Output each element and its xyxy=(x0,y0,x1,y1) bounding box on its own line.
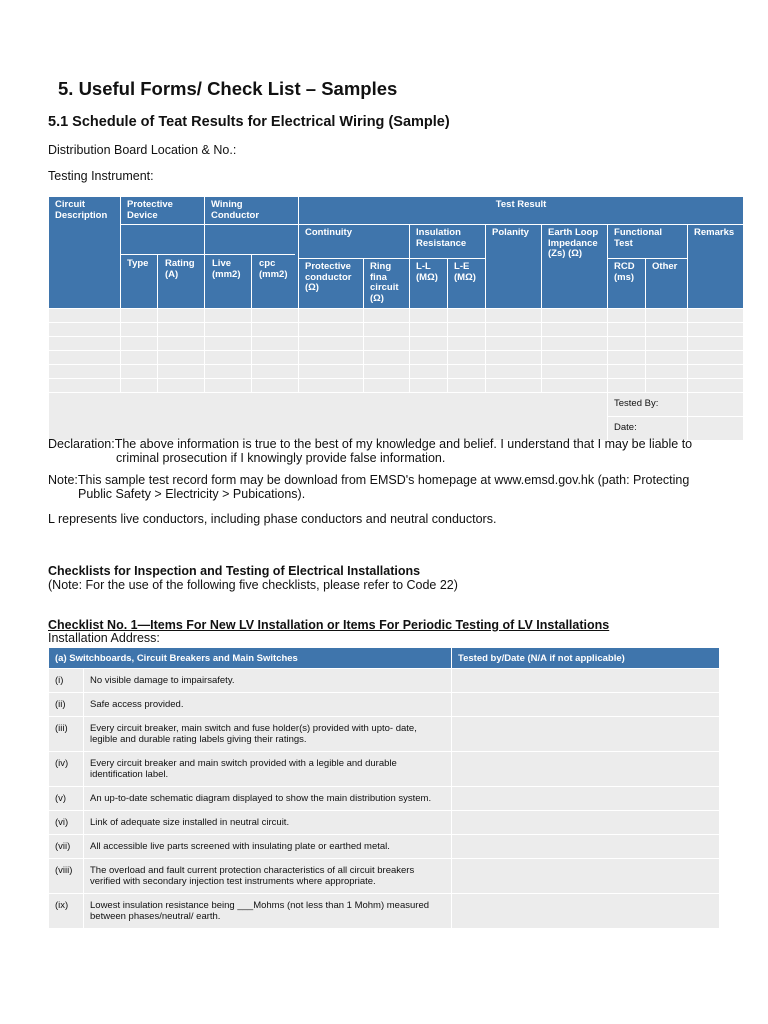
checklists-note: (Note: For the use of the following five checklists, please refer to Code 22) xyxy=(48,578,458,592)
checklist-item-number: (i) xyxy=(49,669,84,693)
col-remarks: Remarks xyxy=(688,225,744,313)
checklist-row xyxy=(49,693,720,717)
checklist-tested-by-cell[interactable] xyxy=(452,859,720,894)
checklist-row xyxy=(49,752,720,787)
checklist-item-number: (vii) xyxy=(49,835,84,859)
db-location-label: Distribution Board Location & No.: xyxy=(48,143,237,157)
col-test-result: Test Result xyxy=(299,197,744,225)
checklist-item-number: (iv) xyxy=(49,752,84,787)
checklist-tested-by-cell[interactable] xyxy=(452,894,720,929)
checklist-item-number: (v) xyxy=(49,787,84,811)
declaration: Declaration:The above information is true to the best of my knowledge and belief. I understand that I may be liable to criminal prosecution if I knowingly provide false information. xyxy=(48,437,693,465)
col-earth-loop: Earth Loop Impedance (Zs) (Ω) xyxy=(542,225,608,313)
installation-address-label: Installation Address: xyxy=(48,631,160,645)
col-protective-device: Protective Device xyxy=(121,197,205,225)
checklist-row xyxy=(49,835,720,859)
checklist-item-number: (viii) xyxy=(49,859,84,894)
col-cpc: cpc (mm2) xyxy=(259,258,288,280)
checklist-tested-by-cell[interactable] xyxy=(452,835,720,859)
checklist-row xyxy=(49,669,720,693)
checklist-row xyxy=(49,811,720,835)
col-other: Other xyxy=(646,259,688,313)
testing-instrument-label: Testing Instrument: xyxy=(48,169,154,183)
checklist-item-text: Safe access provided. xyxy=(84,693,452,717)
test-results-blank-rows xyxy=(48,308,744,441)
tested-by-label: Tested By: xyxy=(608,393,688,417)
col-rating: Rating (A) xyxy=(165,258,195,280)
checklist-header-right: Tested by/Date (N/A if not applicable) xyxy=(452,648,720,669)
col-protective-conductor: Protective conductor (Ω) xyxy=(299,259,364,313)
checklist-tested-by-cell[interactable] xyxy=(452,669,720,693)
checklist-item-number: (ii) xyxy=(49,693,84,717)
checklist-item-text: Link of adequate size installed in neutral circuit. xyxy=(84,811,452,835)
checklist-item-number: (ix) xyxy=(49,894,84,929)
page-title: 5. Useful Forms/ Check List – Samples xyxy=(58,78,398,99)
note: Note:This sample test record form may be download from EMSD's homepage at www.emsd.gov.hk (path: Protecting Public Safety > Electricity > Pubications). xyxy=(48,473,690,501)
checklist-item-number: (vi) xyxy=(49,811,84,835)
checklist-header-left: (a) Switchboards, Circuit Breakers and Main Switches xyxy=(49,648,452,669)
col-rcd: RCD (ms) xyxy=(608,259,646,313)
col-le: L-E (MΩ) xyxy=(448,259,486,313)
checklist-row xyxy=(49,859,720,894)
checklist-tested-by-cell[interactable] xyxy=(452,693,720,717)
checklist-row xyxy=(49,717,720,752)
checklist-row xyxy=(49,894,720,929)
col-polarity: Polanity xyxy=(486,225,542,313)
col-functional-test: Functional Test xyxy=(608,225,688,259)
col-ring-final: Ring fina circuit (Ω) xyxy=(364,259,410,313)
col-insulation-resistance: Insulation Resistance xyxy=(410,225,486,259)
checklists-title: Checklists for Inspection and Testing of Electrical Installations xyxy=(48,564,421,578)
checklist-tested-by-cell[interactable] xyxy=(452,787,720,811)
checklist-item-number: (iii) xyxy=(49,717,84,752)
checklist-1-title: Checklist No. 1—Items For New LV Installation or Items For Periodic Testing of LV Installations xyxy=(48,618,610,632)
col-ll: L-L (MΩ) xyxy=(410,259,448,313)
checklist-item-text: Lowest insulation resistance being ___Mohms (not less than 1 Mohm) measured between phases/neutral/ earth. xyxy=(84,894,452,929)
section-title: 5.1 Schedule of Teat Results for Electrical Wiring (Sample) xyxy=(48,114,450,130)
col-circuit-description: Circuit Description xyxy=(49,197,121,313)
checklist-row xyxy=(49,787,720,811)
l-represents-note: L represents live conductors, including phase conductors and neutral conductors. xyxy=(48,512,497,526)
col-type: Type xyxy=(127,258,149,269)
checklist-item-text: All accessible live parts screened with insulating plate or earthed metal. xyxy=(84,835,452,859)
checklist-tested-by-cell[interactable] xyxy=(452,752,720,787)
checklist-item-text: Every circuit breaker, main switch and fuse holder(s) provided with upto- date, legible and durable rating labels giving their ratings. xyxy=(84,717,452,752)
col-wiring-conductor: Wining Conductor xyxy=(205,197,299,225)
checklist-item-text: An up-to-date schematic diagram displayed to show the main distribution system. xyxy=(84,787,452,811)
checklist-item-text: Every circuit breaker and main switch provided with a legible and durable identification label. xyxy=(84,752,452,787)
date-label: Date: xyxy=(608,417,688,441)
checklist-tested-by-cell[interactable] xyxy=(452,811,720,835)
col-continuity: Continuity xyxy=(299,225,410,259)
checklist-table xyxy=(48,647,720,929)
col-live: Live (mm2) xyxy=(212,258,241,280)
checklist-tested-by-cell[interactable] xyxy=(452,717,720,752)
checklist-item-text: The overload and fault current protection characteristics of all circuit breakers verified with secondary injection test instruments where appropriate. xyxy=(84,859,452,894)
checklist-item-text: No visible damage to impairsafety. xyxy=(84,669,452,693)
